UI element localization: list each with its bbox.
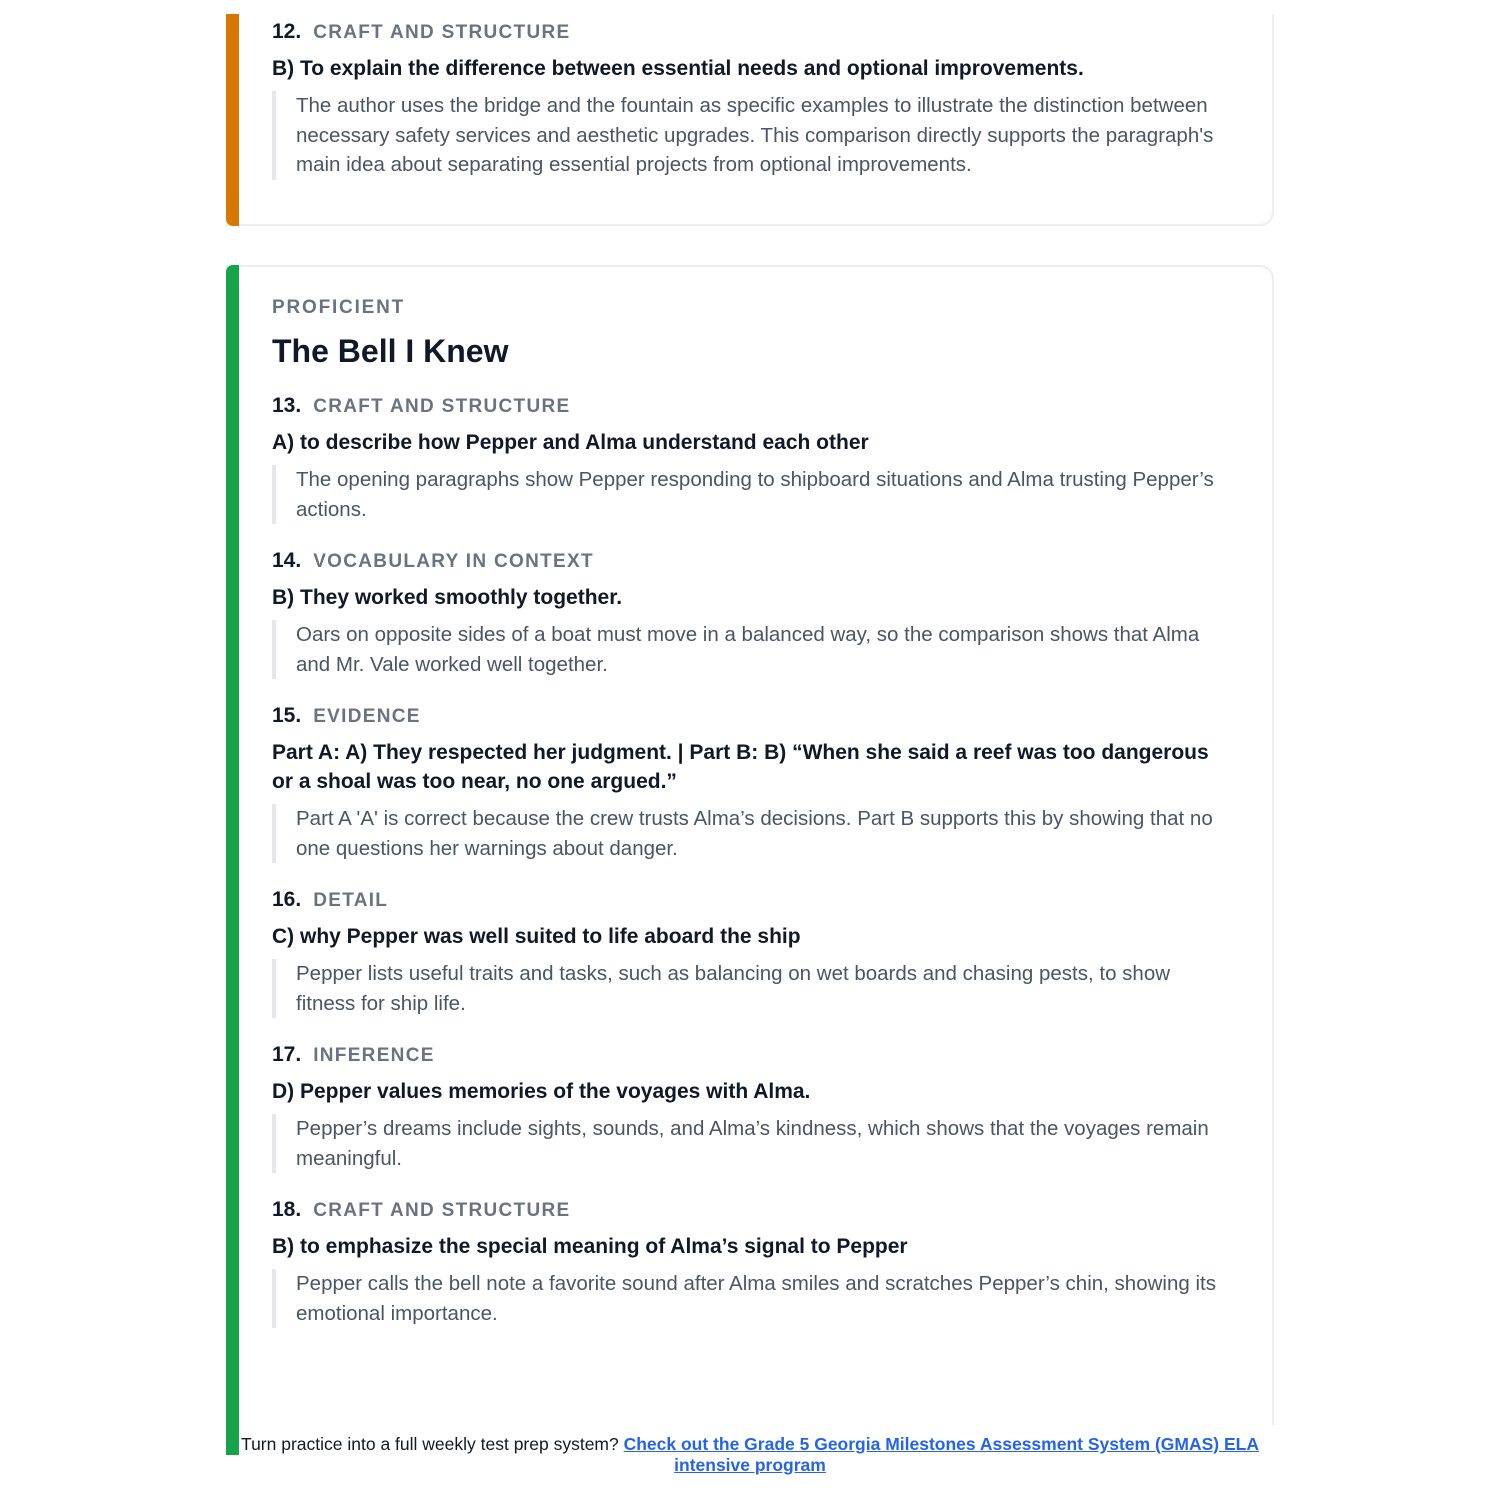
answer-explanation: The opening paragraphs show Pepper responding to shipboard situations and Alma trusting Pepper’s actions. bbox=[272, 465, 1226, 524]
question-18 bbox=[272, 1198, 1226, 1328]
correct-answer: B) To explain the difference between essential needs and optional improvements. bbox=[272, 57, 1084, 80]
question-header bbox=[272, 888, 1226, 916]
question-13 bbox=[272, 394, 1226, 524]
question-category: CRAFT AND STRUCTURE bbox=[313, 22, 571, 43]
footer-cta bbox=[226, 1434, 1274, 1476]
question-15 bbox=[272, 704, 1226, 863]
question-number: 14. bbox=[272, 549, 302, 572]
question-header bbox=[272, 394, 1226, 422]
question-category: DETAIL bbox=[313, 890, 389, 911]
passage-title: The Bell I Knew bbox=[272, 333, 509, 369]
question-category: EVIDENCE bbox=[313, 706, 421, 727]
correct-answer: B) to emphasize the special meaning of Alma’s signal to Pepper bbox=[272, 1235, 908, 1258]
correct-answer: C) why Pepper was well suited to life aboard the ship bbox=[272, 925, 801, 948]
question-category: CRAFT AND STRUCTURE bbox=[313, 396, 571, 417]
correct-answer: D) Pepper values memories of the voyages with Alma. bbox=[272, 1080, 811, 1103]
passage-card-proficient bbox=[226, 265, 1274, 1425]
answer-explanation: Pepper lists useful traits and tasks, such as balancing on wet boards and chasing pests, to show fitness for ship life. bbox=[272, 959, 1226, 1018]
question-number: 13. bbox=[272, 394, 302, 417]
question-number: 15. bbox=[272, 704, 302, 727]
question-number: 17. bbox=[272, 1043, 302, 1066]
answer-explanation: The author uses the bridge and the fountain as specific examples to illustrate the distinction between necessary safety services and aesthetic upgrades. This comparison directly supports the paragraph's main idea about separating essential projects from optional improvements. bbox=[272, 91, 1226, 180]
question-header bbox=[272, 1043, 1226, 1071]
question-14 bbox=[272, 549, 1226, 679]
question-12 bbox=[272, 20, 1226, 180]
answer-explanation: Pepper calls the bell note a favorite sound after Alma smiles and scratches Pepper’s chin, showing its emotional importance. bbox=[272, 1269, 1226, 1328]
answer-explanation: Oars on opposite sides of a boat must move in a balanced way, so the comparison shows that Alma and Mr. Vale worked well together. bbox=[272, 620, 1226, 679]
question-number: 18. bbox=[272, 1198, 302, 1221]
question-category: VOCABULARY IN CONTEXT bbox=[313, 551, 594, 572]
correct-answer: Part A: A) They respected her judgment. | Part B: B) “When she said a reef was too dangerous or a shoal was too near, no one argued.” bbox=[272, 741, 1209, 793]
correct-answer: A) to describe how Pepper and Alma understand each other bbox=[272, 431, 869, 454]
question-header bbox=[272, 704, 1226, 732]
answer-explanation: Part A 'A' is correct because the crew trusts Alma’s decisions. Part B supports this by showing that no one questions her warnings about danger. bbox=[272, 804, 1226, 863]
question-list bbox=[272, 394, 1226, 1328]
program-link[interactable]: Check out the Grade 5 Georgia Milestones Assessment System (GMAS) ELA intensive program bbox=[623, 1434, 1259, 1475]
question-17 bbox=[272, 1043, 1226, 1173]
footer-text: Turn practice into a full weekly test prep system? bbox=[241, 1434, 619, 1454]
question-category: CRAFT AND STRUCTURE bbox=[313, 1200, 571, 1221]
accent-bar-green bbox=[226, 265, 239, 1455]
question-header bbox=[272, 20, 1226, 48]
answer-explanation: Pepper’s dreams include sights, sounds, and Alma’s kindness, which shows that the voyages remain meaningful. bbox=[272, 1114, 1226, 1173]
answer-card-12 bbox=[226, 14, 1274, 226]
accent-bar-orange bbox=[226, 14, 239, 226]
question-16 bbox=[272, 888, 1226, 1018]
question-category: INFERENCE bbox=[313, 1045, 435, 1066]
correct-answer: B) They worked smoothly together. bbox=[272, 586, 623, 609]
question-number: 16. bbox=[272, 888, 302, 911]
question-header bbox=[272, 549, 1226, 577]
question-header bbox=[272, 1198, 1226, 1226]
level-label: PROFICIENT bbox=[272, 297, 406, 318]
question-number: 12. bbox=[272, 20, 302, 43]
